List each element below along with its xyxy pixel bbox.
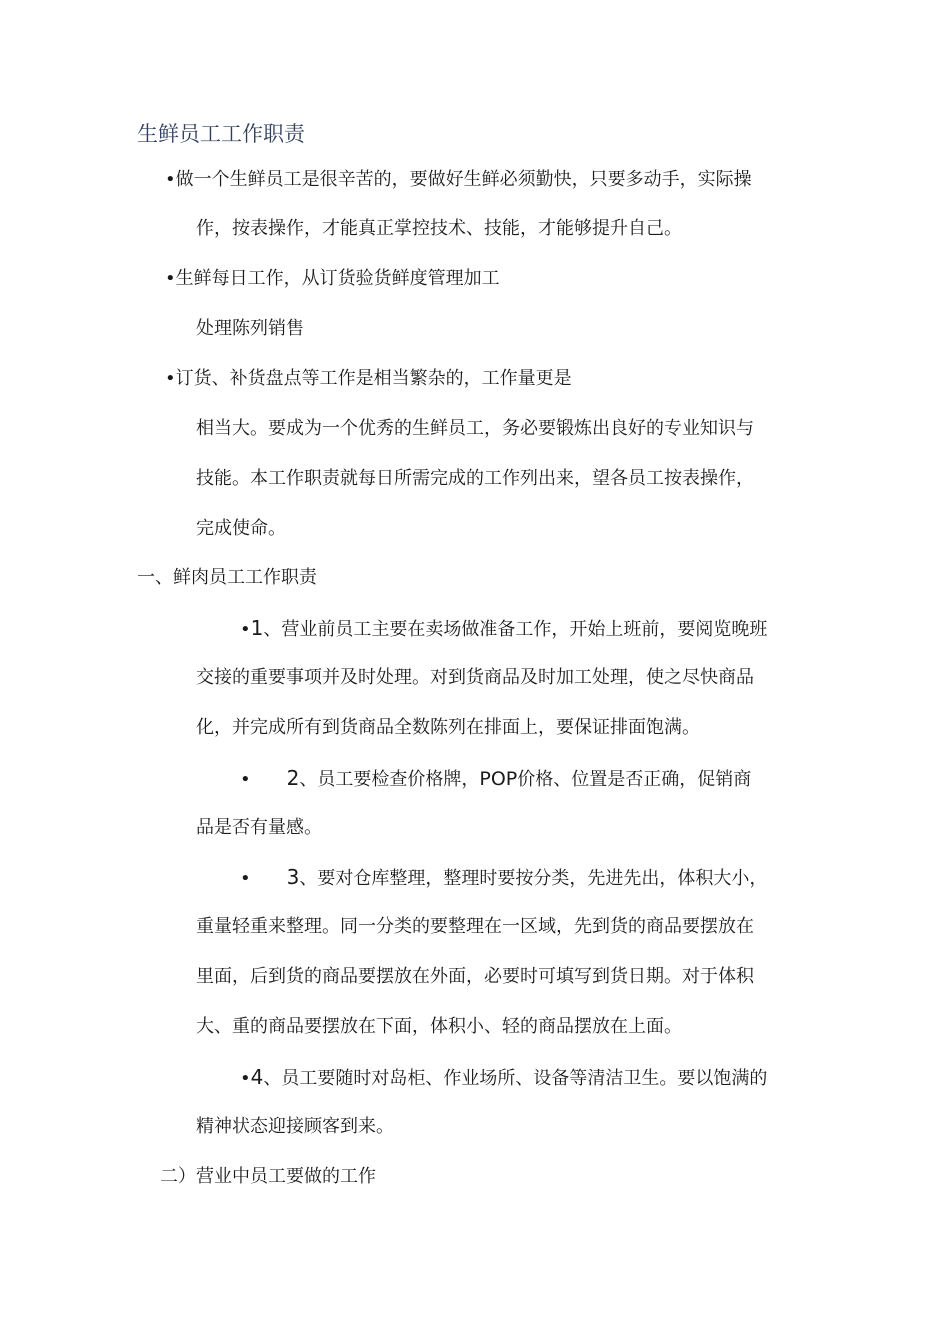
bullet-mark: • [240, 1068, 251, 1089]
item-3-line-1 [240, 865, 767, 891]
item-2-line-1 [240, 766, 751, 792]
item-1-line-3: 化，并完成所有到货商品全数陈列在排面上，要保证排面饱满。 [196, 717, 700, 738]
item-3-line-4: 大、重的商品要摆放在下面，体积小、轻的商品摆放在上面。 [196, 1016, 682, 1037]
item-4-line-2: 精神状态迎接顾客到来。 [196, 1116, 394, 1137]
intro-paragraph-2-line-2: 处理陈列销售 [196, 318, 304, 339]
bullet-mark: • [240, 619, 251, 640]
item-2-line-2: 品是否有量感。 [196, 817, 322, 838]
item-text: 价格、位置是否正确，促销商 [517, 769, 752, 790]
item-text: 、营业前员工主要在卖场做准备工作，开始上班前，要阅览晚班 [263, 619, 768, 640]
item-text: 、要对仓库整理，整理时要按分类，先进先出，体积大小， [299, 868, 768, 889]
page-title: 生鲜员工工作职责 [137, 122, 305, 146]
item-text: 、员工要检查价格牌， [299, 769, 480, 790]
intro-paragraph-3-line-1: •订货、补货盘点等工作是相当繁杂的，工作量更是 [165, 368, 572, 389]
section-2-heading: 二）营业中员工要做的工作 [160, 1166, 376, 1187]
pop-term: POP [479, 768, 518, 790]
intro-paragraph-3-line-3: 技能。本工作职责就每日所需完成的工作列出来，望各员工按表操作， [196, 468, 754, 489]
section-1-heading: 一、鲜肉员工工作职责 [137, 567, 317, 588]
item-number: 4 [250, 1065, 264, 1089]
item-1-line-2: 交接的重要事项并及时处理。对到货商品及时加工处理，使之尽快商品 [196, 667, 754, 688]
item-3-line-3: 里面，后到货的商品要摆放在外面，必要时可填写到货日期。对于体积 [196, 966, 754, 987]
intro-paragraph-1-line-2: 作，按表操作，才能真正掌控技术、技能，才能够提升自己。 [196, 218, 682, 239]
item-text: 、员工要随时对岛柜、作业场所、设备等清洁卫生。要以饱满的 [263, 1068, 768, 1089]
bullet-mark: • [240, 868, 251, 889]
item-1-line-1 [240, 616, 767, 642]
item-number: 2 [286, 766, 300, 790]
item-number: 1 [250, 616, 264, 640]
item-4-line-1 [240, 1065, 767, 1091]
intro-paragraph-3-line-4: 完成使命。 [196, 518, 286, 539]
intro-paragraph-3-line-2: 相当大。要成为一个优秀的生鲜员工，务必要锻炼出良好的专业知识与 [196, 418, 754, 439]
intro-paragraph-2-line-1: •生鲜每日工作，从订货验货鲜度管理加工 [165, 268, 500, 289]
intro-paragraph-1-line-1: •做一个生鲜员工是很辛苦的，要做好生鲜必须勤快，只要多动手，实际操 [165, 169, 752, 190]
item-number: 3 [286, 865, 300, 889]
bullet-mark: • [240, 769, 251, 790]
item-3-line-2: 重量轻重来整理。同一分类的要整理在一区域，先到货的商品要摆放在 [196, 916, 754, 937]
